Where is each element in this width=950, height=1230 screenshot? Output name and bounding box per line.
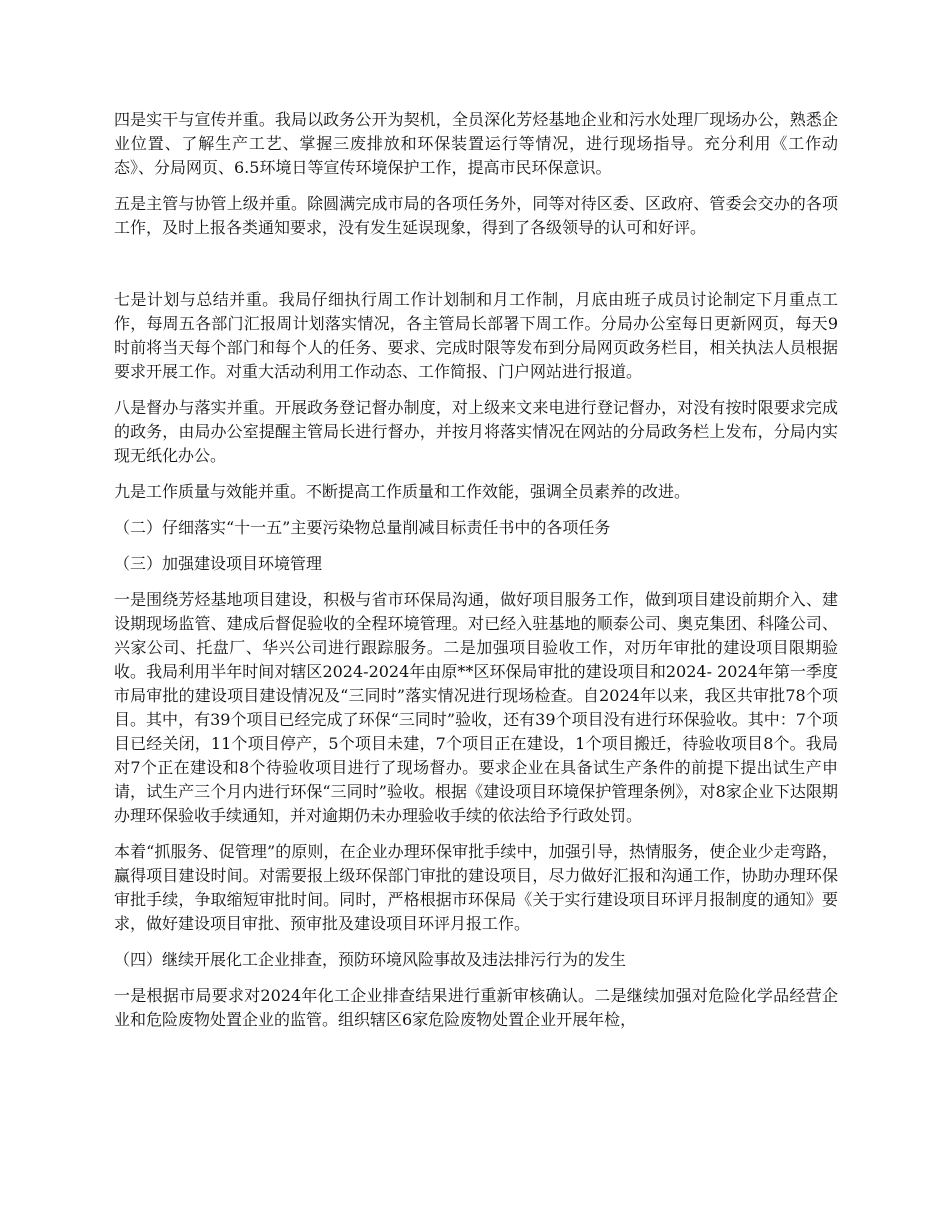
paragraph-8: 八是督办与落实并重。开展政务登记督办制度，对上级来文来电进行登记督办，对没有按时限要求完成的政务，由局办公室提醒主管局长进行督办，并按月将落实情况在网站的分局政务栏上发布，分局内实现无纸化办公。 [114,398,838,465]
paragraph-4: 四是实干与宣传并重。我局以政务公开为契机，全员深化芳烃基地企业和污水处理厂现场办公，熟悉企业位置、了解生产工艺、掌握三废排放和环保装置运行等情况，进行现场指导。充分利用《工作动态》、分局网页、6.5环境日等宣传环境保护工作，提高市民环保意识。 [114,110,838,177]
paragraph-project-management: 一是围绕芳烃基地项目建设，积极与省市环保局沟通，做好项目服务工作，做到项目建设前期介入、建设期现场监管、建成后督促验收的全程环境管理。对已经入驻基地的顺泰公司、奥克集团、科隆公司、兴家公司、托盘厂、华兴公司进行跟踪服务。二是加强项目验收工作，对历年审批的建设项目限期验收。我局利用半年时间对辖区2024-2024年由原**区环保局审批的建设项目和2024- 2024年第一季度市局审批的建设项目建设情况及“三同时”落实情况进行现场检查。自2024年以来，我区共审批78个项目。其中，有39个项目已经完成了环保“三同时”验收，还有39个项目没有进行环保验收。其中：7个项目已经关闭，11个项目停产，5个项目未建，7个项目正在建设，1个项目搬迁，待验收项目8个。我局对7个正在建设和8个待验收项目进行了现场督办。要求企业在具备试生产条件的前提下提出试生产申请，试生产三个月内进行环保“三同时”验收。根据《建设项目环境保护管理条例》，对8家企业下达限期办理环保验收手续通知，并对逾期仍未办理验收手续的依法给予行政处罚。 [114,590,838,825]
paragraph-7: 七是计划与总结并重。我局仔细执行周工作计划制和月工作制，月底由班子成员讨论制定下月重点工作，每周五各部门汇报周计划落实情况，各主管局长部署下周工作。分局办公室每日更新网页，每天9时前将当天每个部门和每个人的任务、要求、完成时限等发布到分局网页政务栏目，相关执法人员根据要求开展工作。对重大活动利用工作动态、工作简报、门户网站进行报道。 [114,290,838,381]
paragraph-5: 五是主管与协管上级并重。除圆满完成市局的各项任务外，同等对待区委、区政府、管委会交办的各项工作，及时上报各类通知要求，没有发生延误现象，得到了各级领导的认可和好评。 [114,194,838,237]
paragraph-chemical-screening: 一是根据市局要求对2024年化工企业排查结果进行重新审核确认。二是继续加强对危险化学品经营企业和危险废物处置企业的监管。组织辖区6家危险废物处置企业开展年检， [114,986,838,1029]
section-heading-4: （四）继续开展化工企业排查，预防环境风险事故及违法排污行为的发生 [114,950,627,969]
paragraph-9: 九是工作质量与效能并重。不断提高工作质量和工作效能，强调全员素养的改进。 [114,482,691,501]
section-heading-3: （三）加强建设项目环境管理 [114,554,323,573]
document-body [114,108,838,1044]
section-heading-2: （二）仔细落实“十一五”主要污染物总量削减目标责任书中的各项任务 [114,518,611,537]
paragraph-service-principle: 本着“抓服务、促管理”的原则，在企业办理环保审批手续中，加强引导，热情服务，使企业少走弯路，赢得项目建设时间。对需要报上级环保部门审批的建设项目，尽力做好汇报和沟通工作，协助办理环保审批手续，争取缩短审批时间。同时，严格根据市环保局《关于实行建设项目环评月报制度的通知》要求，做好建设项目审批、预审批及建设项目环评月报工作。 [114,842,838,933]
blank-gap [114,252,838,288]
